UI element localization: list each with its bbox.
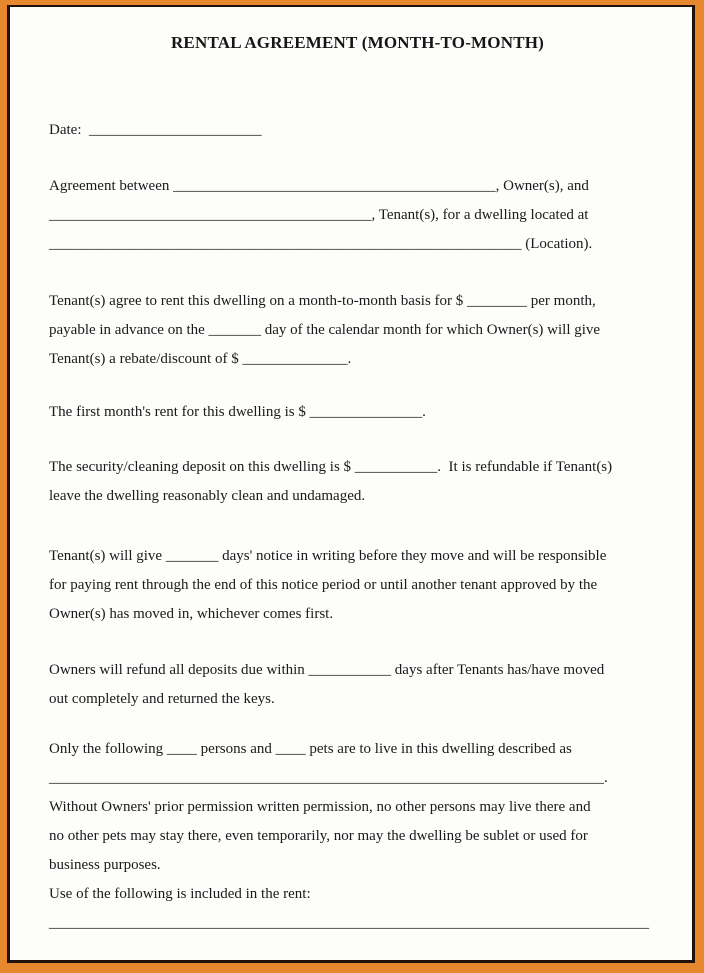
move-out-notice-line-1: Tenant(s) will give _______ days' notice in writing before they move and will be responsible: [49, 548, 607, 564]
move-out-notice-line-3: Owner(s) has moved in, whichever comes first.: [49, 606, 334, 622]
occupancy-line-1: Only the following ____ persons and ____ pets are to live in this dwelling described as: [49, 741, 572, 757]
section-parties: [49, 172, 666, 259]
security-deposit-line-1: The security/cleaning deposit on this dwelling is $ ___________. It is refundable if Tenant(s): [49, 459, 613, 475]
occupancy-line-5: business purposes.: [49, 857, 161, 873]
section-occupancy: [49, 735, 666, 909]
section-date: [49, 116, 666, 145]
parties-line-location: _______________________________________________________________ (Location).: [49, 236, 593, 252]
parties-line-tenant: ___________________________________________, Tenant(s), for a dwelling located at: [49, 207, 589, 223]
date-line: Date: _______________________: [49, 122, 262, 138]
included-in-rent-blank-fill-line: ________________________________________________________________________________: [49, 915, 649, 931]
occupancy-line-4: no other pets may stay there, even temporarily, nor may the dwelling be sublet or used for: [49, 828, 588, 844]
occupancy-blank-fill-line: __________________________________________________________________________.: [49, 770, 608, 786]
section-included-in-rent: [49, 909, 666, 938]
rental-agreement-page: [7, 5, 695, 963]
deposit-refund-line-2: out completely and returned the keys.: [49, 691, 275, 707]
deposit-refund-line-1: Owners will refund all deposits due within ___________ days after Tenants has/have moved: [49, 662, 605, 678]
rent-terms-line-1: Tenant(s) agree to rent this dwelling on a month-to-month basis for $ ________ per month,: [49, 293, 596, 309]
security-deposit-line-2: leave the dwelling reasonably clean and undamaged.: [49, 488, 366, 504]
section-security-deposit: [49, 453, 666, 511]
section-rent-terms: [49, 287, 666, 374]
included-in-rent-label: Use of the following is included in the rent:: [49, 886, 311, 902]
parties-line-owner: Agreement between ___________________________________________, Owner(s), and: [49, 178, 589, 194]
section-first-month-rent: [49, 398, 666, 427]
occupancy-line-3: Without Owners' prior permission written permission, no other persons may live there and: [49, 799, 591, 815]
rent-terms-line-2: payable in advance on the _______ day of the calendar month for which Owner(s) will give: [49, 322, 601, 338]
document-title: RENTAL AGREEMENT (MONTH-TO-MONTH): [170, 33, 545, 52]
rent-terms-line-3: Tenant(s) a rebate/discount of $ ______________.: [49, 351, 352, 367]
move-out-notice-line-2: for paying rent through the end of this notice period or until another tenant approved by the: [49, 577, 598, 593]
section-move-out-notice: [49, 542, 666, 629]
section-deposit-refund: [49, 656, 666, 714]
first-month-rent-line: The first month's rent for this dwelling is $ _______________.: [49, 404, 426, 420]
